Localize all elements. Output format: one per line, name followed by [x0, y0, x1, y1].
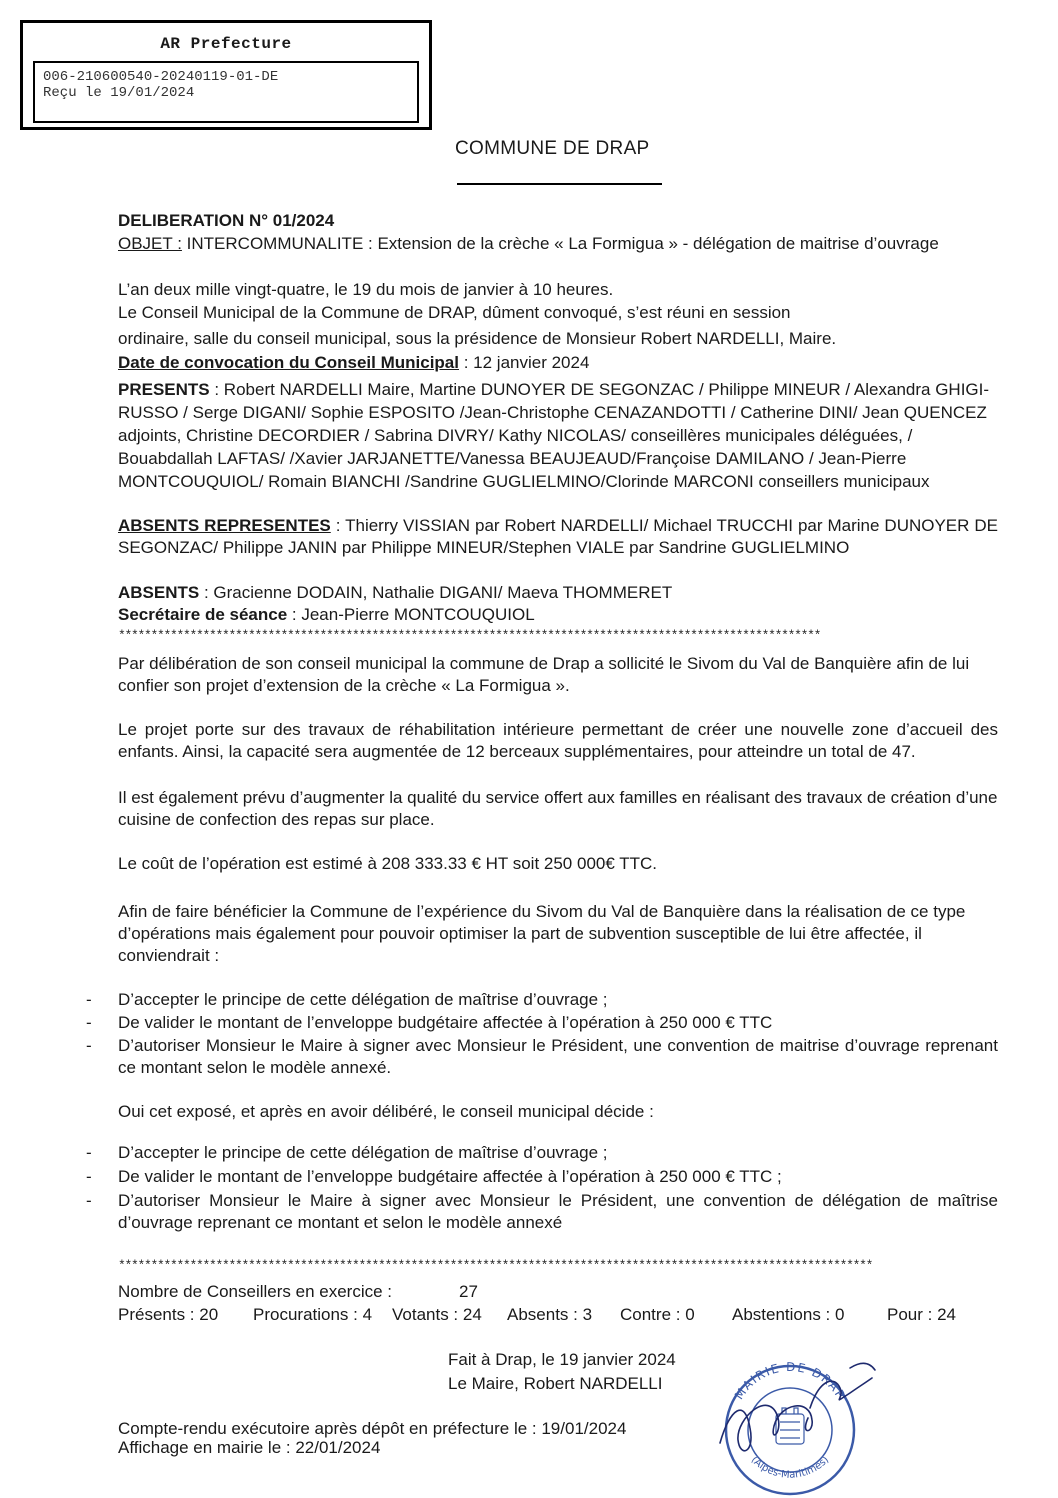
list-item: D’autoriser Monsieur le Maire à signer avec Monsieur le Président, une convention de délégation de maîtrise d’ouvrage reprenant ce montant et selon le modèle annexé: [118, 1191, 998, 1232]
presents-text: : Robert NARDELLI Maire, Martine DUNOYER DE SEGONZAC / Philippe MINEUR / Alexandra GHIGI-RUSSO / Serge DIGANI/ Sophie ESPOSITO /Jean-Christophe CENAZANDOTTI / Catherine DINI/ Jean QUENCEZ adjoints, Christine DECORDIER / Sabrina DIVRY/ Kathy NICOLAS/ conseillères municipales déléguées, / Bouabdallah LAFTAS/ /Xavier JARJANETTE/Vanessa BEAUJEAUD/Françoise DAMILANO / Jean-Pierre MONTCOUQUIOL/ Romain BIANCHI /Sandrine GUGLIELMINO/Clorinde MARCONI conseillers municipaux: [118, 380, 990, 491]
commune-title: COMMUNE DE DRAP: [455, 138, 650, 159]
paragraph-cuisine: Il est également prévu d’augmenter la qualité du service offert aux familles en réalisant des travaux de création d’une cuisine de confection des repas sur place.: [118, 788, 998, 829]
vote-procurations: Procurations : 4: [253, 1305, 373, 1324]
vote-abstentions: Abstentions : 0: [732, 1305, 845, 1324]
council-line-2: ordinaire, salle du conseil municipal, sous la présidence de Monsieur Robert NARDELLI, Maire.: [118, 329, 837, 348]
list-dash: -: [86, 990, 92, 1009]
separator-stars-2: ********************************************************************************************************************: [118, 1258, 873, 1273]
list-dash: -: [86, 1167, 92, 1186]
list-dash: -: [86, 1191, 92, 1210]
list-item: De valider le montant de l’enveloppe budgétaire affectée à l’opération à 250 000 € TTC: [118, 1013, 773, 1032]
objet-text: INTERCOMMUNALITE : Extension de la crèche « La Formigua » - délégation de maitrise d’ouvrage: [181, 234, 939, 253]
objet-line: [118, 233, 998, 255]
absents-representes-label: ABSENTS REPRESENTES: [118, 516, 331, 535]
stamp-bottom-text: (Alpes-Maritimes): [748, 1454, 832, 1481]
title-underline: [457, 183, 662, 185]
ar-reference-box: [33, 61, 419, 123]
secretaire-line: [118, 604, 998, 626]
list-dash: -: [86, 1143, 92, 1162]
absents-representes-text: : Thierry VISSIAN par Robert NARDELLI/ Michael TRUCCHI par Marine DUNOYER DE SEGONZAC/ Philippe JANIN par Philippe MINEUR/Stephen VIALE par Sandrine GUGLIELMINO: [118, 516, 998, 557]
list-dash: -: [86, 1036, 92, 1055]
council-line-1: Le Conseil Municipal de la Commune de DRAP, dûment convoqué, s’est réuni en session: [118, 303, 791, 322]
convocation-label: Date de convocation du Conseil Municipal: [118, 353, 459, 372]
mairie-stamp: [700, 1348, 880, 1498]
fait-a-line: Fait à Drap, le 19 janvier 2024: [448, 1350, 676, 1369]
convocation-value: : 12 janvier 2024: [459, 353, 590, 372]
convocation-line: [118, 352, 998, 374]
vote-votants: Votants : 24: [392, 1305, 482, 1324]
ar-title: AR Prefecture: [160, 35, 292, 53]
separator-stars-1: ************************************************************************************************************: [118, 628, 821, 643]
secretaire-text: : Jean-Pierre MONTCOUQUIOL: [287, 605, 535, 624]
objet-label: OBJET :: [118, 234, 182, 253]
conseillers-value: 27: [459, 1282, 478, 1301]
vote-contre: Contre : 0: [620, 1305, 695, 1324]
list-item: De valider le montant de l’enveloppe budgétaire affectée à l’opération à 250 000 € TTC ;: [118, 1167, 782, 1186]
presents-label: PRESENTS: [118, 380, 210, 399]
paragraph-sivom: Afin de faire bénéficier la Commune de l’expérience du Sivom du Val de Banquière dans la réalisation de ce type d’opérations mais également pour pouvoir optimiser la part de subvention susceptible de lui être affectée, il conviendrait :: [118, 902, 966, 965]
date-line: L’an deux mille vingt-quatre, le 19 du mois de janvier à 10 heures.: [118, 280, 614, 299]
compte-rendu-line: Compte-rendu exécutoire après dépôt en préfecture le : 19/01/2024: [118, 1419, 627, 1438]
list-item: D’autoriser Monsieur le Maire à signer avec Monsieur le Président, une convention de maitrise d’ouvrage reprenant ce montant selon le modèle annexé.: [118, 1036, 998, 1077]
absents-representes-paragraph: [118, 515, 998, 559]
list-dash: -: [86, 1013, 92, 1032]
ar-prefecture-box: [20, 20, 432, 130]
decision-intro: Oui cet exposé, et après en avoir délibéré, le conseil municipal décide :: [118, 1102, 654, 1121]
vote-pour: Pour : 24: [887, 1305, 956, 1324]
paragraph-intro: Par délibération de son conseil municipal la commune de Drap a sollicité le Sivom du Val de Banquière afin de lui confier son projet d’extension de la crèche « La Formigua ».: [118, 654, 970, 695]
vote-presents: Présents : 20: [118, 1305, 219, 1324]
ar-received-date: Reçu le 19/01/2024: [43, 85, 195, 101]
ar-reference: 006-210600540-20240119-01-DE: [43, 69, 279, 85]
conseillers-label: Nombre de Conseillers en exercice :: [118, 1282, 393, 1301]
svg-text:(Alpes-Maritimes): [749, 1454, 832, 1480]
absents-line: [118, 582, 998, 604]
absents-text: : Gracienne DODAIN, Nathalie DIGANI/ Maeva THOMMERET: [199, 583, 673, 602]
stamp-top-text: MAIRIE DE DRAP: [731, 1359, 849, 1403]
paragraph-cout: Le coût de l’opération est estimé à 208 333.33 € HT soit 250 000€ TTC.: [118, 854, 657, 873]
affichage-line: Affichage en mairie le : 22/01/2024: [118, 1438, 381, 1457]
paragraph-projet: Le projet porte sur des travaux de réhabilitation intérieure permettant de créer une nouvelle zone d’accueil des enfants. Ainsi, la capacité sera augmentée de 12 berceaux supplémentaires, pour atteindre un total de 47.: [118, 720, 998, 761]
maire-line: Le Maire, Robert NARDELLI: [448, 1374, 663, 1393]
deliberation-number: DELIBERATION N° 01/2024: [118, 211, 335, 230]
absents-label: ABSENTS: [118, 583, 200, 602]
list-item: D’accepter le principe de cette délégation de maîtrise d’ouvrage ;: [118, 990, 608, 1009]
list-item: D’accepter le principe de cette délégation de maîtrise d’ouvrage ;: [118, 1143, 608, 1162]
presents-paragraph: [118, 378, 998, 493]
secretaire-label: Secrétaire de séance: [118, 605, 288, 624]
vote-absents: Absents : 3: [507, 1305, 593, 1324]
